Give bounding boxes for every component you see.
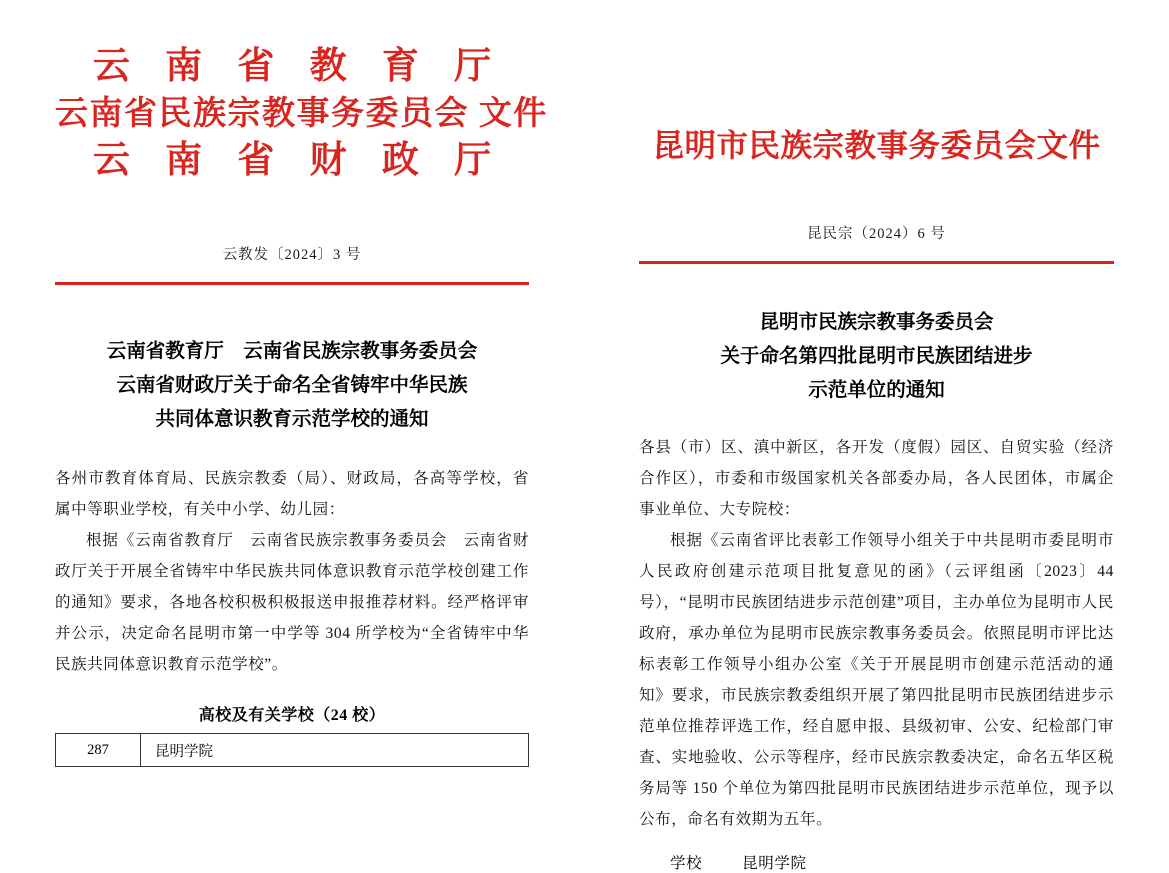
right-paragraph-1: 各县（市）区、滇中新区，各开发（度假）园区、自贸实验（经济合作区），市委和市级国家机关各部委办局，各人民团体，市属企事业单位、大专院校：	[639, 439, 1114, 519]
table-row	[56, 734, 529, 767]
right-body	[639, 432, 1114, 835]
right-title-line2: 关于命名第四批昆明市民族团结进步	[720, 345, 1033, 367]
right-trailing-line	[639, 851, 1114, 873]
left-masthead-line1: 云 南 省 教 育 厅	[92, 46, 505, 87]
left-document-title	[55, 335, 529, 437]
left-document	[0, 0, 584, 827]
right-red-divider	[639, 261, 1114, 264]
left-red-divider	[55, 282, 529, 285]
left-masthead-line2: 云南省民族宗教事务委员会 文件	[55, 95, 548, 132]
left-paragraph-2: 根据《云南省教育厅 云南省民族宗教事务委员会 云南省财政厅关于开展全省铸牢中华民族共同体意识教育示范学校创建工作的通知》要求，各地各校积极积极报送申报推荐材料。经严格评审并公示，决定命名昆明市第一中学等 304 所学校为“全省铸牢中华民族共同体意识教育示范学校”。	[55, 532, 529, 674]
left-title-line2: 云南省财政厅关于命名全省铸牢中华民族	[116, 375, 468, 396]
left-body	[55, 463, 529, 680]
right-document-title	[639, 306, 1114, 408]
right-trailing-value: 昆明学院	[742, 855, 807, 873]
left-section-heading: 高校及有关学校（24 校）	[198, 707, 386, 725]
right-title-line1: 昆明市民族宗教事务委员会	[759, 311, 994, 333]
right-document-number: 昆民宗（2024）6 号	[807, 226, 946, 243]
right-trailing-label: 学校	[670, 855, 703, 873]
right-masthead	[639, 125, 1114, 167]
left-school-table	[55, 733, 529, 767]
left-paragraph-1: 各州市教育体育局、民族宗教委（局）、财政局，各高等学校，省属中等职业学校，有关中小学、幼儿园：	[55, 470, 529, 519]
right-paragraph-2: 根据《云南省评比表彰工作领导小组关于中共昆明市委昆明市人民政府创建示范项目批复意见的函》（云评组函〔2023〕44 号），“昆明市民族团结进步示范创建”项目，主办单位为昆明市人民政府，承办单位为昆明市民族宗教事务委员会。依照昆明市评比达标表彰工作领导小组办公室《关于开展昆明市创建示范活动的通知》要求，市民族宗教委组织开展了第四批昆明市民族团结进步示范单位推荐评选工作，经自愿申报、县级初审、公安、纪检部门审查、实地验收、公示等程序，经市民族宗教委决定，命名五华区税务局等 150 个单位为第四批昆明市民族团结进步示范单位，现予以公布，命名有效期为五年。	[639, 532, 1114, 829]
table-cell-number: 287	[56, 734, 141, 767]
left-document-number: 云教发〔2024〕3 号	[222, 247, 362, 264]
left-title-line1: 云南省教育厅 云南省民族宗教事务委员会	[106, 340, 478, 362]
table-cell-name: 昆明学院	[141, 734, 529, 767]
left-masthead-line3: 云 南 省 财 政 厅	[92, 139, 505, 181]
left-masthead	[55, 42, 548, 185]
right-masthead-line1: 昆明市民族宗教事务委员会文件	[652, 128, 1101, 163]
right-document	[584, 0, 1169, 873]
left-title-line3: 共同体意识教育示范学校的通知	[155, 409, 429, 431]
right-title-line3: 示范单位的通知	[808, 379, 945, 401]
